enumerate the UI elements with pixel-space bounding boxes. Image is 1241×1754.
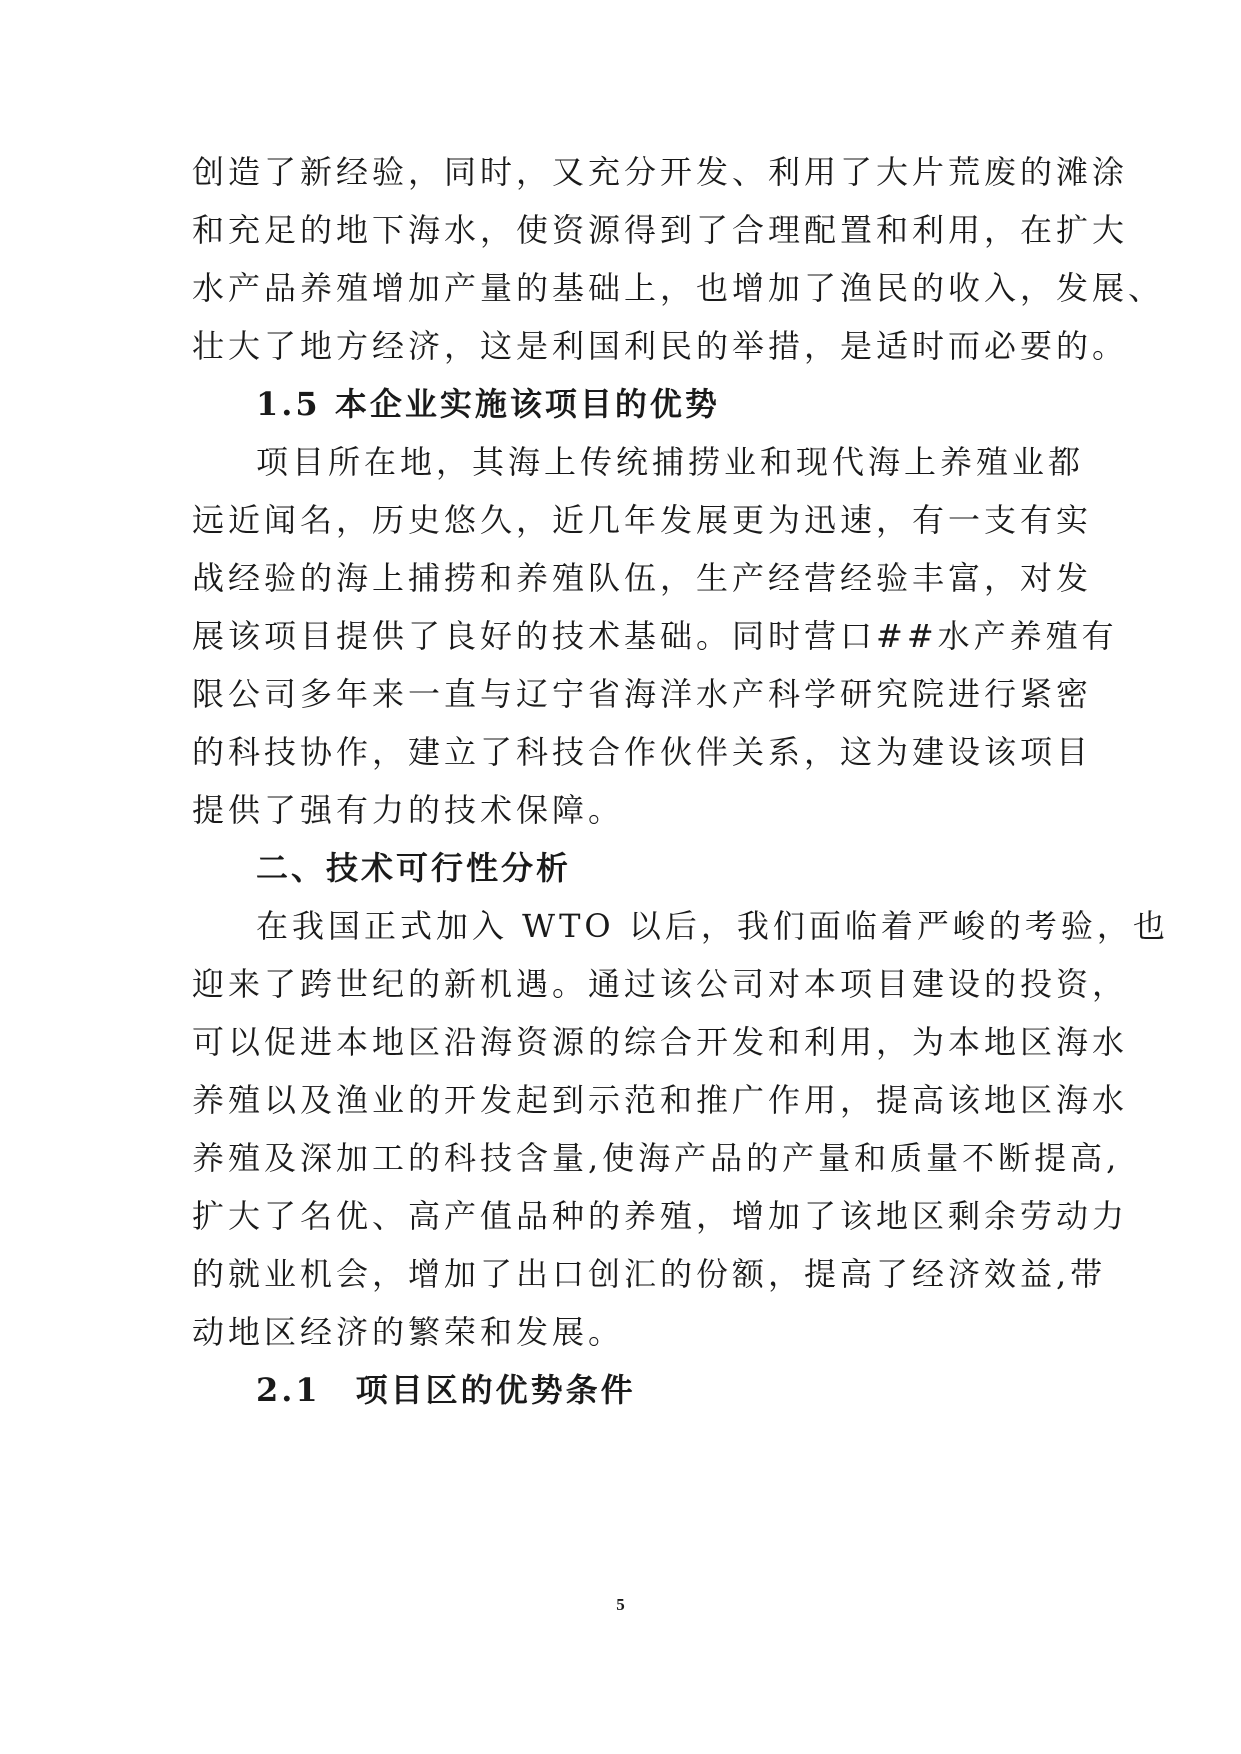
- paragraph-line: 创造了新经验，同时，又充分开发、利用了大片荒废的滩涂: [192, 153, 1129, 191]
- paragraph-line: 的就业机会，增加了出口创汇的份额，提高了经济效益,带: [192, 1255, 1107, 1293]
- paragraph-line: 水产品养殖增加产量的基础上，也增加了渔民的收入，发展、: [192, 269, 1165, 307]
- paragraph-line: 动地区经济的繁荣和发展。: [192, 1313, 625, 1351]
- section-heading: 二、技术可行性分析: [256, 849, 572, 887]
- paragraph-line: 提供了强有力的技术保障。: [192, 791, 625, 829]
- paragraph-line: 扩大了名优、高产值品种的养殖，增加了该地区剩余劳动力: [192, 1197, 1129, 1235]
- paragraph-line: 在我国正式加入 WTO 以后，我们面临着严峻的考验，也: [256, 907, 1169, 945]
- paragraph-line: 养殖及深加工的科技含量,使海产品的产量和质量不断提高,: [192, 1139, 1121, 1177]
- paragraph-line: 养殖以及渔业的开发起到示范和推广作用，提高该地区海水: [192, 1081, 1129, 1119]
- page-number: 5: [616, 1595, 625, 1614]
- paragraph-line: 和充足的地下海水，使资源得到了合理配置和利用，在扩大: [192, 211, 1129, 249]
- paragraph-line: 远近闻名，历史悠久，近几年发展更为迅速，有一支有实: [192, 501, 1093, 539]
- paragraph-line: 战经验的海上捕捞和养殖队伍，生产经营经验丰富，对发: [192, 559, 1093, 597]
- paragraph-line: 展该项目提供了良好的技术基础。同时营口##水产养殖有: [192, 617, 1118, 655]
- section-heading: 1.5 本企业实施该项目的优势: [256, 385, 720, 423]
- paragraph-line: 项目所在地，其海上传统捕捞业和现代海上养殖业都: [256, 443, 1085, 481]
- paragraph-line: 迎来了跨世纪的新机遇。通过该公司对本项目建设的投资，: [192, 965, 1129, 1003]
- paragraph-line: 的科技协作，建立了科技合作伙伴关系，这为建设该项目: [192, 733, 1093, 771]
- paragraph-line: 可以促进本地区沿海资源的综合开发和利用，为本地区海水: [192, 1023, 1129, 1061]
- paragraph-line: 限公司多年来一直与辽宁省海洋水产科学研究院进行紧密: [192, 675, 1093, 713]
- section-heading: 2.1 项目区的优势条件: [256, 1371, 636, 1409]
- paragraph-line: 壮大了地方经济，这是利国利民的举措，是适时而必要的。: [192, 327, 1129, 365]
